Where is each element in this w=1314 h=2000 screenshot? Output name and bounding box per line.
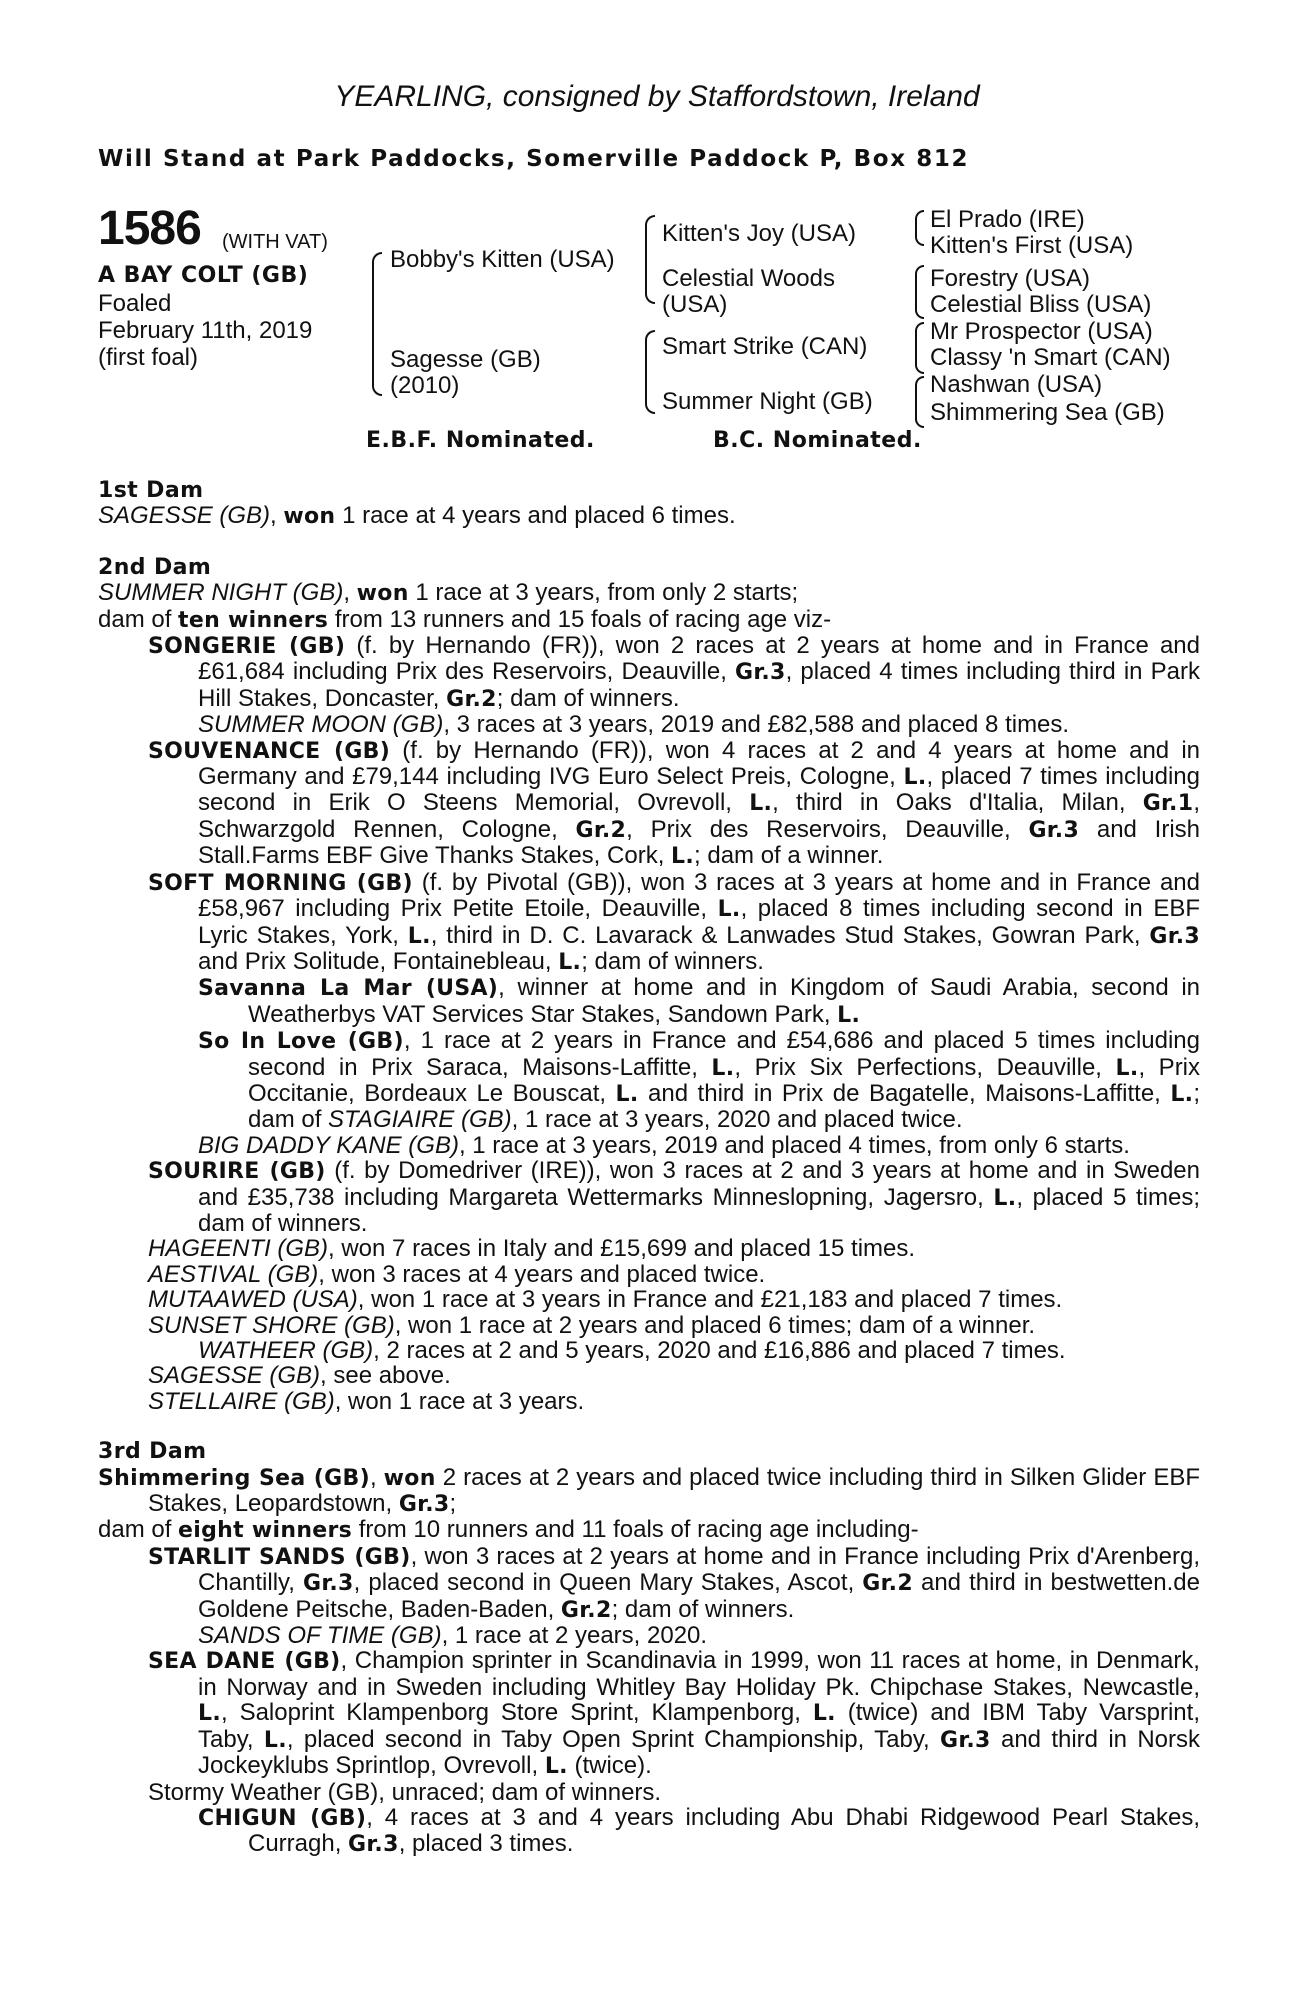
text: , placed second in Taby Open Sprint Championship, Taby,	[286, 1725, 941, 1753]
horse-name: STARLIT SANDS (GB)	[148, 1544, 411, 1570]
produce-aestival	[98, 1262, 1200, 1287]
text: , placed 4 times including third in Park Hill Stakes, Doncaster,	[198, 658, 1200, 712]
third-dam-entry: Shimmering Sea (GB), won 2 races at 2 years and placed twice including third in Silken Glider EBF Stakes, Leopardstown, Gr.3;	[98, 1463, 1200, 1518]
produce-summer-moon	[98, 712, 1200, 737]
listed: L.	[544, 1754, 568, 1780]
text: dam of	[98, 1516, 179, 1544]
text: , 1 race at 2 years in France and £54,686 and placed 5 times including second in Prix Saraca, Maisons-Laffitte,	[248, 1027, 1200, 1081]
stand-location: Will Stand at Park Paddocks, Somerville Paddock P, Box 812	[98, 146, 970, 172]
text: and third in bestwetten.de Goldene Peitsche, Baden-Baden,	[198, 1569, 1200, 1623]
text: 2 races at 2 years and placed twice including third in Silken Glider EBF Stakes, Leopardstown,	[148, 1463, 1200, 1518]
horse-name: CHIGUN (GB)	[198, 1805, 367, 1831]
listed: L.	[717, 897, 741, 923]
won-label: won	[283, 504, 336, 530]
produce-so-in-love	[98, 1028, 1200, 1133]
vat-note: (WITH VAT)	[222, 231, 328, 253]
lot-number: 1586	[98, 202, 201, 255]
grade: Gr.3	[302, 1571, 354, 1597]
listed: L.	[837, 1002, 861, 1028]
text: , Saloprint Klampenborg Store Sprint, Klampenborg,	[220, 1699, 813, 1727]
text: , 3 races at 3 years, 2019 and £82,588 and placed 8 times.	[443, 711, 1070, 739]
first-dam-heading: 1st Dam	[98, 478, 204, 503]
produce-sagesse	[98, 1363, 1200, 1388]
text: ; dam of	[248, 1079, 1200, 1134]
third-dam-produce-summary	[98, 1517, 1200, 1543]
text: , winner at home and in Kingdom of Saudi Arabia, second in Weatherbys VAT Services Star Stakes, Sandown Park,	[248, 974, 1200, 1028]
listed: L.	[407, 923, 431, 949]
produce-hageenti	[98, 1236, 1200, 1261]
horse-name: STELLAIRE (GB)	[148, 1387, 335, 1415]
pedigree-g7: Nashwan (USA)	[930, 371, 1103, 398]
second-dam-produce-summary	[98, 607, 1200, 633]
horse-name: SUMMER MOON (GB)	[198, 711, 444, 739]
sire-brace	[645, 215, 655, 304]
pedigree-sire-dam-line1: Celestial Woods	[662, 265, 835, 292]
produce-sourire	[98, 1158, 1200, 1236]
horse-name: BIG DADDY KANE (GB)	[198, 1131, 459, 1159]
produce-stormy-weather: Stormy Weather (GB), unraced; dam of winners.	[148, 1778, 662, 1806]
won-label: won	[356, 581, 409, 607]
listed: L.	[615, 1081, 639, 1107]
text: , 1 race at 3 years, 2020 and placed twice.	[511, 1106, 963, 1134]
produce-souvenance	[98, 738, 1200, 870]
horse-name: SANDS OF TIME (GB)	[198, 1622, 442, 1650]
text: , see above.	[320, 1362, 451, 1390]
text: , won 7 races in Italy and £15,699 and placed 15 times.	[328, 1235, 916, 1263]
text: , 1 race at 2 years, 2020.	[441, 1622, 708, 1650]
listed: L.	[903, 765, 927, 791]
text: (twice) and IBM Taby Varsprint, Taby,	[198, 1699, 1200, 1753]
horse-name: SOURIRE (GB)	[148, 1159, 326, 1185]
listed: L.	[263, 1727, 287, 1753]
text: from 10 runners and 11 foals of racing age including-	[352, 1516, 919, 1544]
produce-savanna-la-mar	[98, 975, 1200, 1028]
produce-sunset-shore	[98, 1313, 1200, 1338]
text: , 4 races at 3 and 4 years including Abu Dhabi Ridgewood Pearl Stakes, Curragh,	[248, 1803, 1200, 1858]
page-heading: YEARLING, consigned by Staffordstown, Ireland	[334, 80, 980, 113]
horse-name: SEA DANE (GB)	[148, 1649, 341, 1675]
listed: L.	[1170, 1081, 1194, 1107]
second-dam-name: SUMMER NIGHT (GB)	[98, 579, 344, 607]
text: , third in Oaks d'Italia, Milan,	[772, 789, 1143, 817]
text: , placed second in Queen Mary Stakes, Ascot,	[353, 1569, 863, 1597]
winners-count: eight winners	[178, 1518, 353, 1544]
produce-sea-dane	[98, 1648, 1200, 1779]
first-dam-name: SAGESSE (GB)	[98, 502, 271, 530]
text: dam of	[98, 605, 179, 633]
horse-name: AESTIVAL (GB)	[148, 1260, 319, 1288]
text: , won 3 races at 2 years at home and in France including Prix d'Arenberg, Chantilly,	[198, 1542, 1200, 1597]
text: ; dam of winners.	[611, 1595, 795, 1623]
produce-soft-morning	[98, 870, 1200, 976]
third-dam-heading: 3rd Dam	[98, 1439, 207, 1465]
foaled-label: Foaled	[98, 290, 172, 317]
g12-brace	[915, 210, 924, 246]
pedigree-sire: Bobby's Kitten (USA)	[390, 246, 615, 273]
produce-stellaire	[98, 1389, 1200, 1414]
g78-brace	[915, 376, 924, 428]
listed: L.	[711, 1055, 735, 1081]
pedigree-g6: Classy 'n Smart (CAN)	[930, 344, 1171, 371]
grade: Gr.3	[1149, 923, 1201, 949]
produce-starlit-sands	[98, 1544, 1200, 1623]
text: , won 1 race at 2 years and placed 6 times; dam of a winner.	[394, 1311, 1036, 1339]
text: , third in D. C. Lavarack & Lanwades Stud Stakes, Gowran Park,	[430, 921, 1150, 949]
second-dam-entry: SUMMER NIGHT (GB), won 1 race at 3 years, from only 2 starts;	[98, 579, 799, 607]
listed: L.	[812, 1701, 836, 1727]
produce-mutaawed	[98, 1287, 1200, 1312]
text: , Prix Six Perfections, Deauville,	[734, 1053, 1116, 1081]
listed: L.	[198, 1701, 221, 1727]
pedigree-g4: Celestial Bliss (USA)	[930, 291, 1152, 318]
text: ; dam of a winner.	[694, 842, 884, 870]
horse-name: SAGESSE (GB)	[148, 1362, 321, 1390]
horse-name: So In Love (GB)	[198, 1029, 404, 1055]
pedigree-g1: El Prado (IRE)	[930, 206, 1085, 233]
produce-songerie	[98, 633, 1200, 712]
foal-note: (first foal)	[98, 344, 199, 371]
produce-chigun	[98, 1805, 1200, 1858]
text: ;	[449, 1490, 457, 1518]
grade: Gr.3	[940, 1727, 991, 1753]
listed: L.	[1115, 1055, 1139, 1081]
grade: Gr.3	[348, 1832, 399, 1858]
winners-count: ten winners	[178, 607, 329, 633]
second-dam-heading: 2nd Dam	[98, 554, 212, 580]
pedigree-g2: Kitten's First (USA)	[930, 232, 1134, 259]
pedigree-dam-sire: Smart Strike (CAN)	[662, 333, 868, 360]
pedigree-g3: Forestry (USA)	[930, 265, 1091, 292]
pedigree-dam-dam: Summer Night (GB)	[662, 388, 873, 415]
text: (twice).	[567, 1752, 652, 1780]
listed: L.	[671, 844, 695, 870]
pedigree-g5: Mr Prospector (USA)	[930, 318, 1153, 345]
second-dam-record: 1 race at 3 years, from only 2 starts;	[408, 579, 799, 607]
grade: Gr.2	[446, 686, 497, 712]
text: from 13 runners and 15 foals of racing age viz-	[328, 605, 832, 633]
grade: Gr.1	[1142, 791, 1194, 817]
foaled-date: February 11th, 2019	[98, 317, 313, 344]
foaled-info	[98, 290, 312, 371]
ebf-nominated: E.B.F. Nominated.	[366, 428, 595, 453]
text: , won 1 race at 3 years.	[334, 1387, 585, 1415]
grade: Gr.3	[734, 660, 786, 686]
text: , Prix des Reservoirs, Deauville,	[626, 815, 1029, 843]
produce-watheer	[98, 1338, 1200, 1363]
text: , placed 8 times including second in EBF Lyric Stakes, York,	[198, 895, 1200, 949]
text: , placed 5 times; dam of winners.	[198, 1183, 1200, 1237]
text: , placed 7 times including second in Erik O Steens Memorial, Ovrevoll,	[198, 763, 1201, 817]
horse-name: SUNSET SHORE (GB)	[148, 1311, 395, 1339]
pedigree-dam: Sagesse (GB)	[390, 346, 541, 373]
horse-name: HAGEENTI (GB)	[148, 1235, 329, 1263]
dam-brace	[645, 330, 655, 414]
text: , Champion sprinter in Scandinavia in 1999, won 11 races at home, in Denmark, in Norway and in Sweden including Whitley Bay Holiday Pk. Chipchase Stakes, Newcastle,	[198, 1647, 1200, 1701]
text: , 1 race at 3 years, 2019 and placed 4 times, from only 6 starts.	[458, 1131, 1130, 1159]
horse-name: STAGIAIRE (GB)	[328, 1106, 512, 1134]
produce-sands-of-time	[98, 1623, 1200, 1648]
grade: Gr.2	[560, 1597, 612, 1623]
first-dam-entry: SAGESSE (GB), won 1 race at 4 years and placed 6 times.	[98, 502, 736, 530]
text: (f. by Domedriver (IRE)), won 3 races at 2 and 3 years at home and in Sweden and £35,738 including Margareta Wettermarks Minneslopning, Jagersro,	[198, 1157, 1200, 1211]
text: , placed 3 times.	[398, 1830, 574, 1858]
won-label: won	[383, 1465, 436, 1491]
pedigree-sire-dam-line2: (USA)	[662, 291, 728, 318]
third-dam-name: Shimmering Sea (GB)	[98, 1465, 370, 1491]
text: and third in Norsk Jockeyklubs Sprintlop, Ovrevoll,	[198, 1725, 1200, 1780]
text: and third in Prix de Bagatelle, Maisons-Laffitte,	[638, 1079, 1171, 1107]
listed: L.	[558, 949, 582, 975]
text: , won 1 race at 3 years in France and £21,183 and placed 7 times.	[357, 1286, 1063, 1314]
text: ; dam of winners.	[496, 684, 680, 712]
grade: Gr.3	[1028, 817, 1080, 843]
horse-name: SONGERIE (GB)	[148, 634, 346, 660]
pedigree-dam-year: (2010)	[390, 372, 460, 399]
listed: L.	[749, 791, 773, 817]
text: (f. by Hernando (FR)), won 2 races at 2 years at home and in France and £61,684 including Prix des Reservoirs, Deauville,	[198, 632, 1200, 686]
text: (f. by Hernando (FR)), won 4 races at 2 and 4 years at home and in Germany and £79,144 including IVG Euro Select Preis, Cologne,	[198, 736, 1201, 791]
text: , Schwarzgold Rennen, Cologne,	[198, 789, 1200, 843]
text: ; dam of winners.	[581, 947, 764, 975]
g34-brace	[915, 265, 924, 319]
bc-nominated: B.C. Nominated.	[713, 428, 922, 453]
dam-text-block	[98, 478, 1200, 1858]
lot-description: A BAY COLT (GB)	[98, 263, 309, 288]
pedigree-sire-sire: Kitten's Joy (USA)	[662, 220, 856, 247]
text: , Prix Occitanie, Bordeaux Le Bouscat,	[248, 1053, 1201, 1107]
g56-brace	[915, 322, 924, 374]
text: and Prix Solitude, Fontainebleau,	[198, 947, 559, 975]
first-dam-record: 1 race at 4 years and placed 6 times.	[335, 502, 736, 530]
horse-name: Savanna La Mar (USA)	[198, 976, 499, 1002]
text: (f. by Pivotal (GB)), won 3 races at 3 years at home and in France and £58,967 including Prix Petite Etoile, Deauville,	[198, 868, 1200, 923]
sire-dam-brace	[372, 252, 382, 396]
horse-name: SOFT MORNING (GB)	[148, 870, 413, 896]
produce-big-daddy-kane	[98, 1133, 1200, 1158]
horse-name: MUTAAWED (USA)	[148, 1286, 358, 1314]
listed: L.	[993, 1185, 1017, 1211]
horse-name: WATHEER (GB)	[198, 1337, 374, 1364]
grade: Gr.3	[398, 1492, 450, 1518]
horse-name: SOUVENANCE (GB)	[148, 738, 391, 764]
grade: Gr.2	[575, 817, 627, 843]
text: , won 3 races at 4 years and placed twice.	[318, 1260, 766, 1288]
text: , 2 races at 2 and 5 years, 2020 and £16,886 and placed 7 times.	[373, 1337, 1066, 1364]
pedigree-g8: Shimmering Sea (GB)	[930, 399, 1165, 426]
text: and Irish Stall.Farms EBF Give Thanks Stakes, Cork,	[198, 815, 1200, 870]
grade: Gr.2	[862, 1571, 913, 1597]
